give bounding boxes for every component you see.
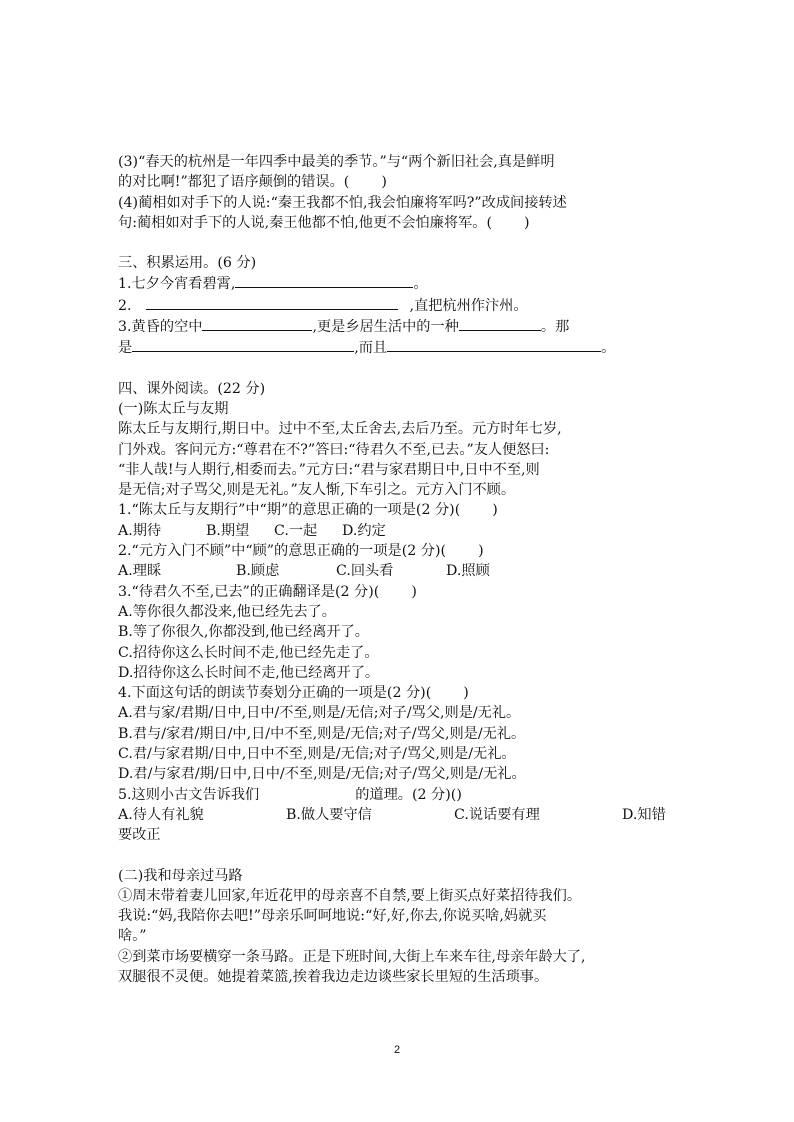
answer-blank[interactable]	[387, 337, 601, 352]
passage-line: “非人哉!与人期行,相委而去。”元方曰:“君与家君期日中,日中不至,则	[118, 461, 540, 478]
close-paren: )	[524, 214, 530, 231]
paragraph-line: 双腿很不灵便。她提着菜篮,挨着我边走边谈些家长里短的生活琐事。	[118, 968, 549, 985]
section4-heading: 四、课外阅读。(22 分)	[118, 380, 266, 397]
judge-item-4-line1: (4)蔺相如对手下的人说:“秦王我都不怕,我会怕廉将军吗?”改成间接转述	[118, 194, 567, 211]
document-body	[118, 152, 678, 987]
question-2: 2.“元方入门不顾”中“顾”的意思正确的一项是(2 分)(	[118, 543, 447, 560]
s3-q2-end: ,直把杭州作汴州。	[409, 297, 528, 314]
answer-blank[interactable]	[235, 273, 413, 288]
option-continuation: 要改正	[118, 827, 161, 844]
passage-line: 门外戏。客问元方:“尊君在不?”答曰:“待君久不至,已去。”友人便怒曰:	[118, 441, 550, 458]
s3-q3-d: 是	[118, 340, 133, 357]
option[interactable]: B.君与/家君/期日/中,日/中不至,则是/无信;对子/骂父,则是/无礼。	[118, 725, 526, 742]
option[interactable]: B.顾虑	[236, 563, 280, 580]
question-3: 3.“待君久不至,已去”的正确翻译是(2 分)(	[118, 583, 380, 600]
question-5-end: 的道理。(2 分)()	[355, 786, 462, 803]
question-1: 1.“陈太丘与友期行”中“期”的意思正确的一项是(2 分)(	[118, 502, 461, 519]
s3-q3-c: 。那	[540, 319, 570, 336]
passage-line: 陈太丘与友期行,期日中。过中不至,太丘舍去,去后乃至。元方时年七岁,	[118, 421, 562, 438]
option[interactable]: D.照顾	[446, 563, 490, 580]
option[interactable]: C.君/与家君期/日中,日中不至,则是/无信;对子/骂父,则是/无礼。	[118, 746, 516, 763]
answer-blank[interactable]	[459, 316, 541, 331]
close-paren: )	[411, 583, 417, 600]
s3-q3-b: ,更是乡居生活中的一种	[312, 319, 459, 336]
paragraph-line: 我说:“妈,我陪你去吧!”母亲乐呵呵地说:“好,好,你去,你说买啥,妈就买	[118, 908, 547, 925]
option[interactable]: D.招待你这么长时间不走,他已经离开了。	[118, 664, 380, 681]
paragraph-line: ①周末带着妻儿回家,年近花甲的母亲喜不自禁,要上街买点好菜招待我们。	[118, 887, 582, 904]
option[interactable]: C.说话要有理	[454, 806, 540, 823]
close-paren: )	[492, 502, 498, 519]
s3-q1-end: 。	[413, 276, 428, 293]
s3-q2: 2.	[118, 297, 132, 314]
page-number: 2	[393, 1044, 401, 1056]
passage-line: 是无信;对子骂父,则是无礼。”友人惭,下车引之。元方入门不顾。	[118, 482, 516, 499]
judge-item-4-line2: 句:蔺相如对手下的人说,秦王他都不怕,他更不会怕廉将军。(	[118, 214, 493, 231]
option[interactable]: A.等你很久都没来,他已经先去了。	[118, 603, 336, 620]
option[interactable]: A.理睬	[118, 563, 162, 580]
section3-heading: 三、积累运用。(6 分)	[118, 255, 257, 272]
option[interactable]: B.等了你很久,你都没到,他已经离开了。	[118, 624, 369, 641]
s3-q3-a: 3.黄昏的空中	[118, 319, 203, 336]
close-paren: )	[381, 174, 387, 191]
option[interactable]: D.约定	[342, 522, 386, 539]
s3-q3-e: ,而且	[354, 340, 388, 357]
question-4: 4.下面这句话的朗读节奏划分正确的一项是(2 分)(	[118, 685, 432, 702]
question-5: 5.这则小古文告诉我们	[118, 786, 260, 803]
option[interactable]: C.招待你这么长时间不走,他已经先走了。	[118, 644, 379, 661]
paragraph-line: ②到菜市场要横穿一条马路。正是下班时间,大街上车来车往,母亲年龄大了,	[118, 948, 586, 965]
s3-q3-f: 。	[601, 340, 616, 357]
answer-blank[interactable]	[132, 337, 354, 352]
close-paren: )	[463, 685, 469, 702]
judge-item-3-line1: (3)“春天的杭州是一年四季中最美的季节。”与“两个新旧社会,真是鲜明	[118, 154, 555, 170]
part1-title: (一)陈太丘与友期	[118, 400, 229, 417]
answer-blank[interactable]	[202, 316, 312, 331]
option[interactable]: D.知错	[622, 806, 666, 823]
option[interactable]: D.君/与家君/期/日中,日中/不至,则是/无信;对子/骂父,则是/无礼。	[118, 766, 526, 783]
paragraph-line: 啥。”	[118, 928, 147, 945]
option[interactable]: A.君与家/君期/日中,日中/不至,则是/无信;对子/骂父,则是/无礼。	[118, 705, 521, 722]
option[interactable]: A.期待	[118, 522, 162, 539]
close-paren: )	[478, 543, 484, 560]
option[interactable]: C.一起	[274, 522, 318, 539]
answer-blank[interactable]	[146, 295, 398, 310]
option[interactable]: B.期望	[206, 522, 250, 539]
option[interactable]: B.做人要守信	[286, 806, 372, 823]
option[interactable]: C.回头看	[336, 563, 394, 580]
judge-item-3-line2: 的对比啊!”都犯了语序颠倒的错误。(	[118, 174, 350, 191]
part2-title: (二)我和母亲过马路	[118, 867, 243, 884]
option[interactable]: A.待人有礼貌	[118, 806, 204, 823]
s3-q1: 1.七夕今宵看碧霄,	[118, 276, 236, 293]
